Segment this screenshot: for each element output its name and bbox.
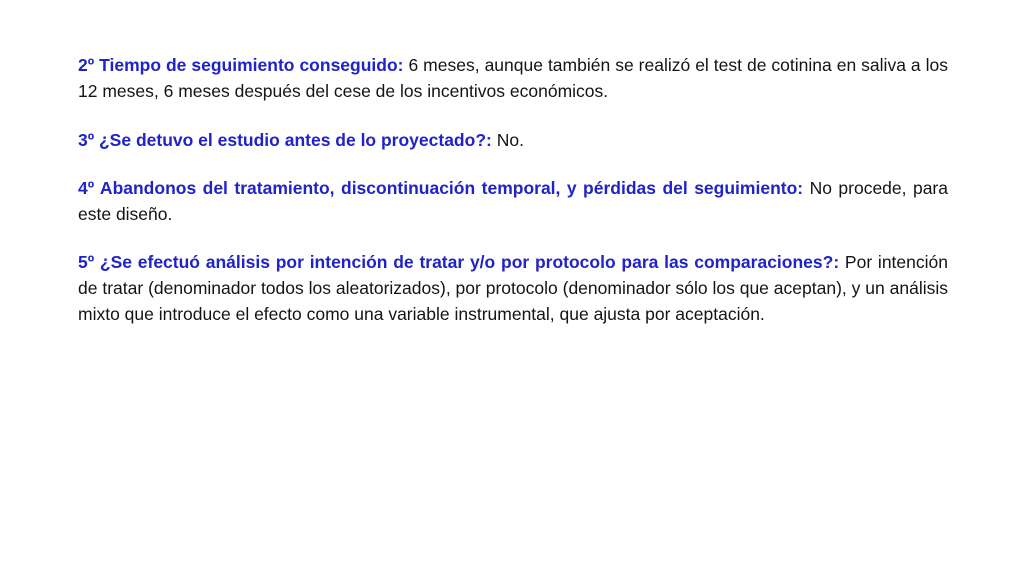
heading-study-stopped: 3º ¿Se detuvo el estudio antes de lo proyectado?: [78, 130, 492, 150]
text-study-stopped: No. [491, 130, 524, 150]
heading-analysis: 5º ¿Se efectuó análisis por intención de tratar y/o por protocolo para las comparaciones?: [78, 252, 840, 272]
heading-dropouts: 4º Abandonos del tratamiento, discontinuación temporal, y pérdidas del seguimiento: [78, 178, 804, 198]
text-dropouts: No procede, para este diseño. [78, 178, 948, 224]
heading-followup-time: 2º Tiempo de seguimiento conseguido: [78, 55, 404, 75]
paragraph-followup-time [78, 52, 948, 104]
text-analysis: Por intención de tratar (denominador todos los aleatorizados), por protocolo (denominador sólo los que aceptan), y un análisis mixto que introduce el efecto como una variable instrumental, que ajusta por aceptación. [78, 252, 948, 324]
paragraph-study-stopped [78, 127, 948, 153]
paragraph-analysis [78, 249, 948, 327]
paragraph-dropouts [78, 175, 948, 227]
text-followup-time: 6 meses, aunque también se realizó el test de cotinina en saliva a los 12 meses, 6 meses después del cese de los incentivos económicos. [78, 55, 948, 101]
